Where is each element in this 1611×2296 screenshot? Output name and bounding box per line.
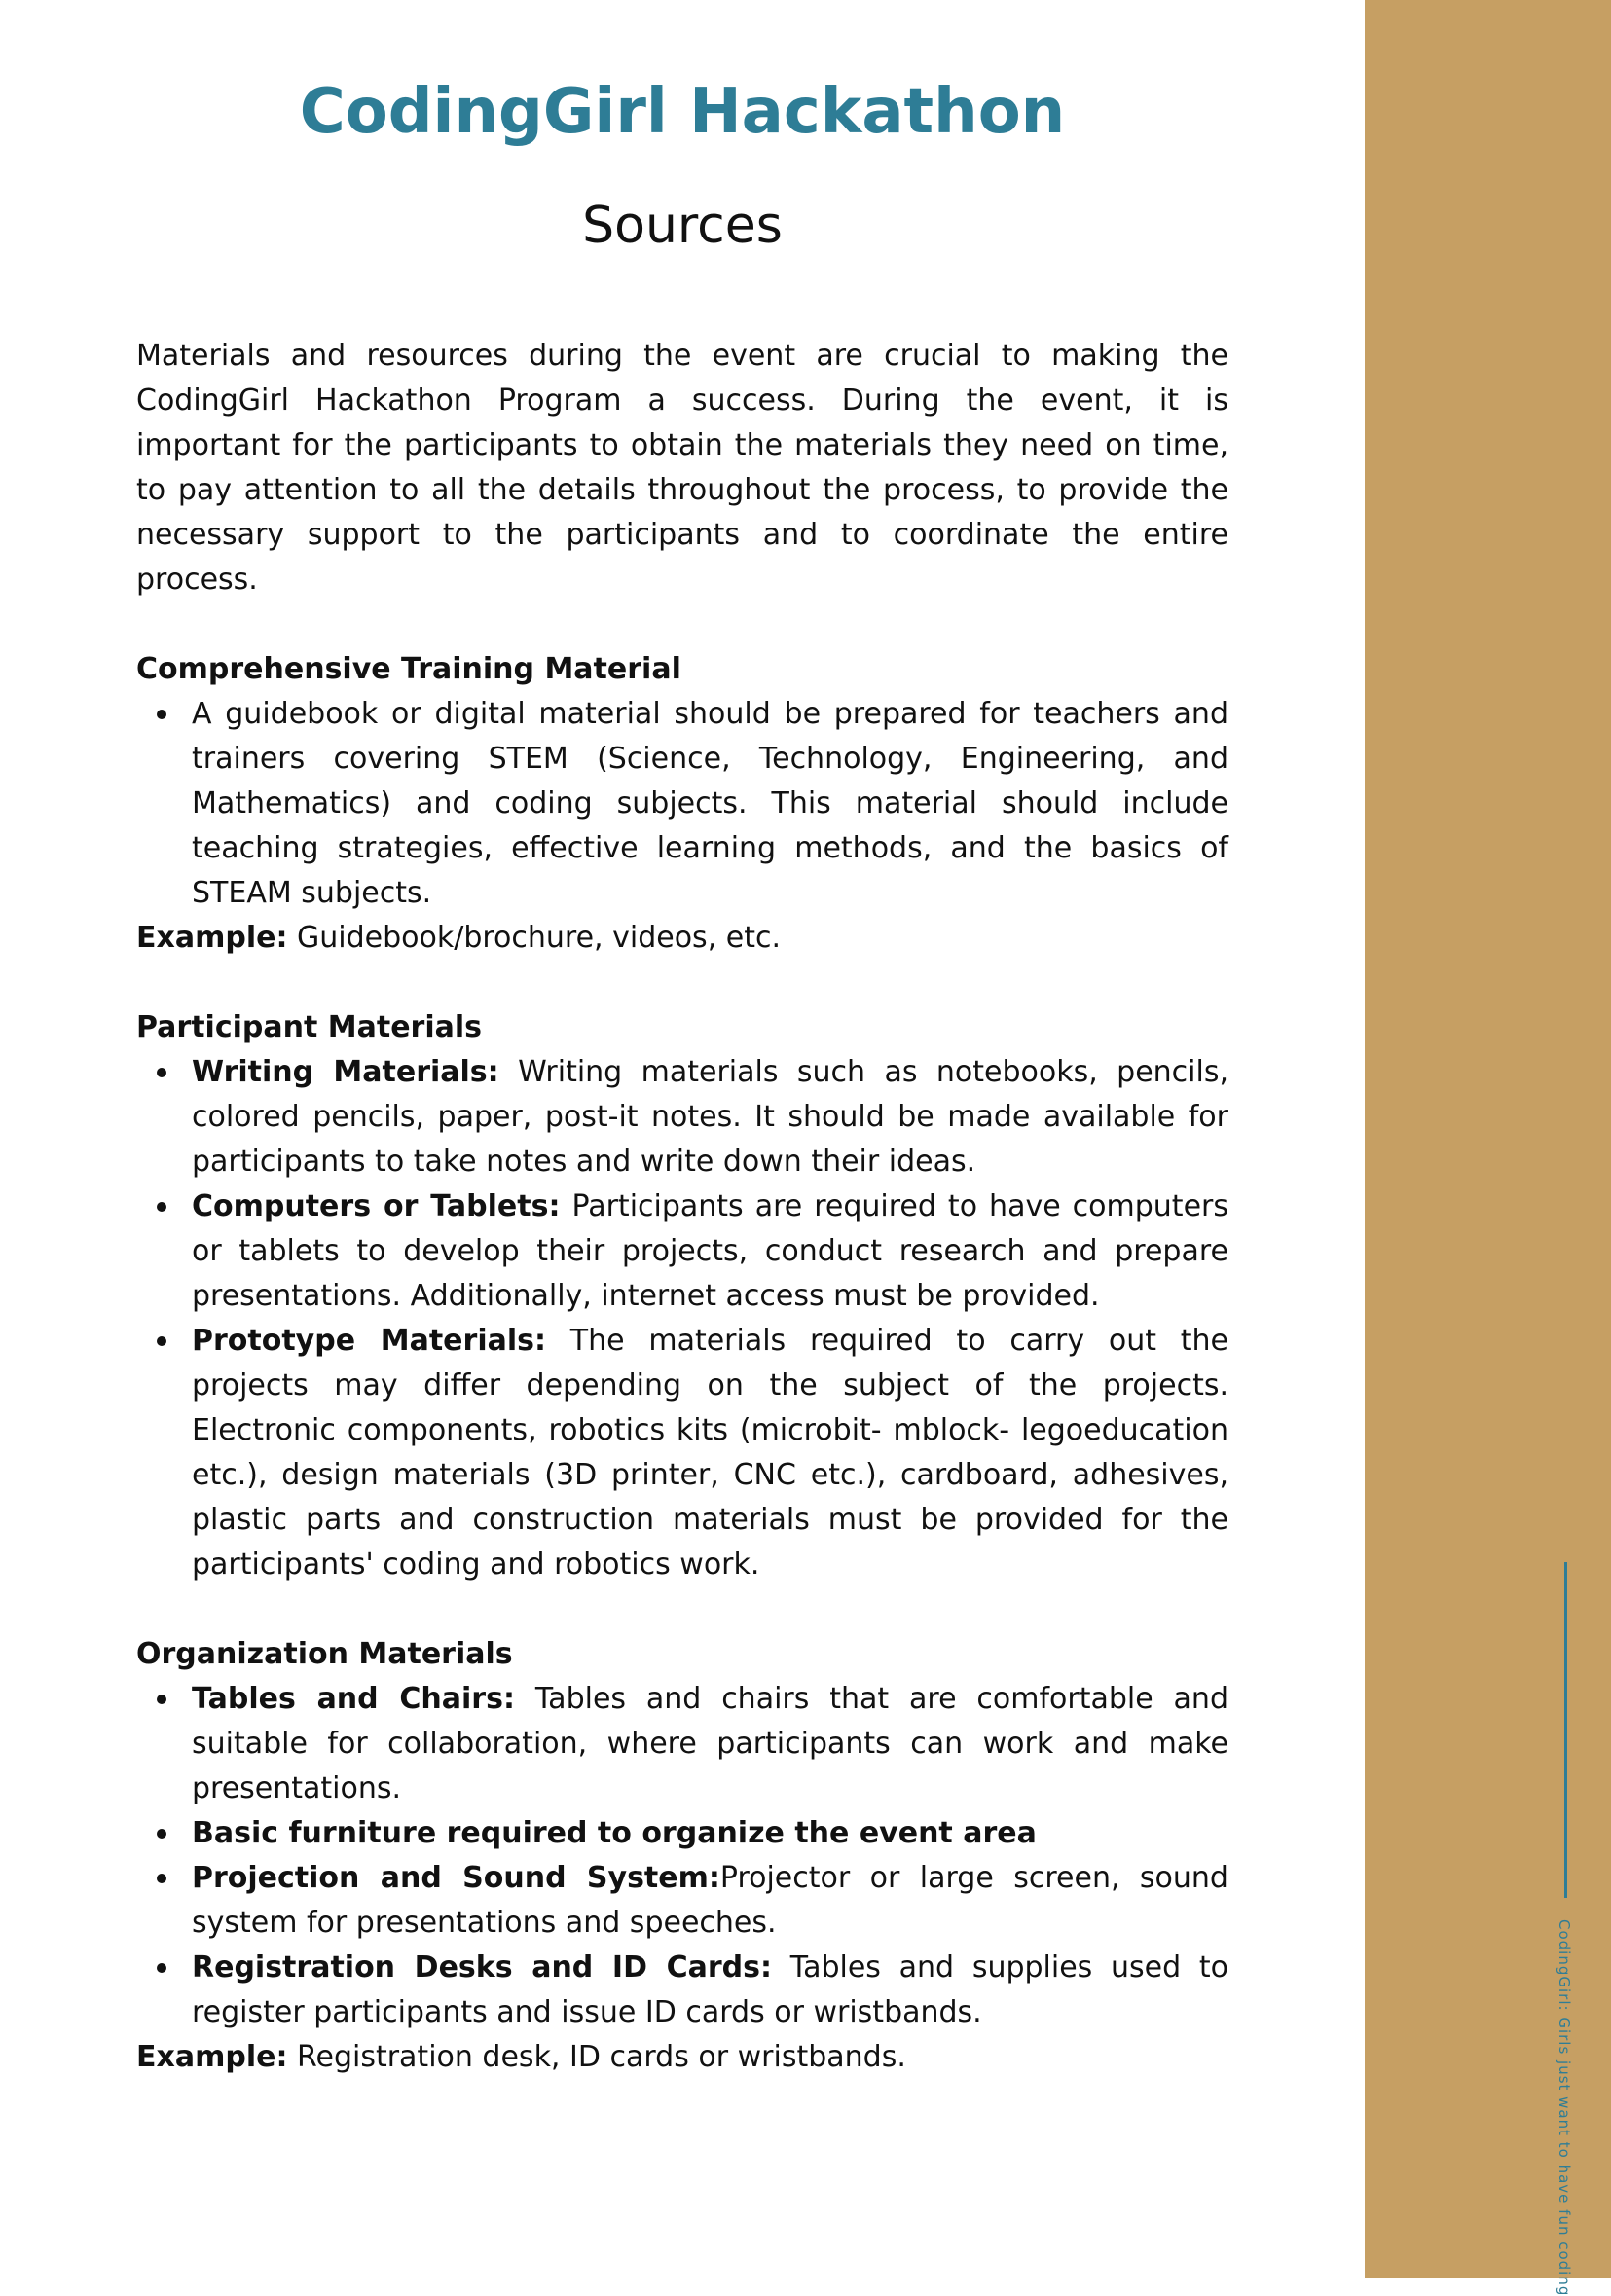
- section-training-material: [136, 647, 1228, 961]
- list-item: [192, 692, 1228, 916]
- list-item-lead: Prototype Materials:: [192, 1324, 546, 1358]
- example-line: [136, 916, 1228, 961]
- decorative-sidebar: [1365, 0, 1611, 2278]
- list-item: [192, 1677, 1228, 1811]
- bullet-list: [136, 1050, 1228, 1587]
- section-heading: Organization Materials: [136, 1637, 513, 1671]
- list-item-text: Tables and chairs that are comfortable and suitable for collaboration, where participants can work and make presentations.: [192, 1682, 1228, 1805]
- list-item-lead: Projection and Sound System:: [192, 1861, 720, 1895]
- list-item-lead: Computers or Tablets:: [192, 1189, 561, 1223]
- sidebar-tagline: CodingGirl: Girls just want to have fun coding: [1556, 1919, 1573, 2296]
- page-title: CodingGirl Hackathon: [299, 76, 1066, 148]
- list-item-text: The materials required to carry out the projects may differ depending on the subject of the projects. Electronic components, robotics kits (microbit- mblock- legoeducation etc.), design materials (3D printer, CNC etc.), cardboard, adhesives, plastic parts and construction materials must be provided for the participants' coding and robotics work.: [192, 1324, 1228, 1582]
- section-participant-materials: [136, 1005, 1228, 1587]
- list-item: [192, 1184, 1228, 1319]
- bullet-list: [136, 692, 1228, 916]
- list-item-text: Tables and supplies used to register participants and issue ID cards or wristbands.: [192, 1950, 1229, 2029]
- intro-paragraph: Materials and resources during the event are crucial to making the CodingGirl Hackathon Program a success. During the event, it is important for the participants to obtain the materials they need on time, to pay attention to all the details throughout the process, to provide the necessary support to the participants and to coordinate the entire process.: [136, 339, 1228, 597]
- section-organization-materials: [136, 1632, 1228, 2080]
- list-item-lead: Registration Desks and ID Cards:: [192, 1950, 772, 1985]
- list-item-lead: Basic furniture required to organize the event area: [192, 1816, 1037, 1850]
- section-heading: Participant Materials: [136, 1010, 483, 1044]
- list-item-lead: Writing Materials:: [192, 1055, 499, 1089]
- example-line: [136, 2035, 1228, 2080]
- list-item-text: A guidebook or digital material should be prepared for teachers and trainers covering STEM (Science, Technology, Engineering, and Mathematics) and coding subjects. This material should include teaching strategies, effective learning methods, and the basics of STEAM subjects.: [192, 697, 1228, 910]
- section-heading: Comprehensive Training Material: [136, 652, 681, 686]
- list-item-text: Writing materials such as notebooks, pencils, colored pencils, paper, post-it notes. It should be made available for participants to take notes and write down their ideas.: [192, 1055, 1228, 1179]
- list-item-text: Participants are required to have computers or tablets to develop their projects, conduct research and prepare presentations. Additionally, internet access must be provided.: [192, 1189, 1228, 1313]
- document-body: [136, 334, 1228, 2080]
- sidebar-accent-line: [1564, 1562, 1567, 1898]
- list-item-text: Projector or large screen, sound system for presentations and speeches.: [192, 1861, 1228, 1940]
- example-label: Example:: [136, 2040, 288, 2074]
- list-item: [192, 1050, 1228, 1184]
- example-text: Registration desk, ID cards or wristbands.: [287, 2040, 906, 2074]
- list-item: [192, 1319, 1228, 1587]
- page-subtitle: Sources: [582, 197, 783, 255]
- example-label: Example:: [136, 921, 288, 955]
- list-item: [192, 1946, 1228, 2035]
- list-item: [192, 1856, 1228, 1946]
- bullet-list: [136, 1677, 1228, 2035]
- list-item-lead: Tables and Chairs:: [192, 1682, 515, 1716]
- example-text: Guidebook/brochure, videos, etc.: [287, 921, 782, 955]
- list-item: [192, 1811, 1228, 1856]
